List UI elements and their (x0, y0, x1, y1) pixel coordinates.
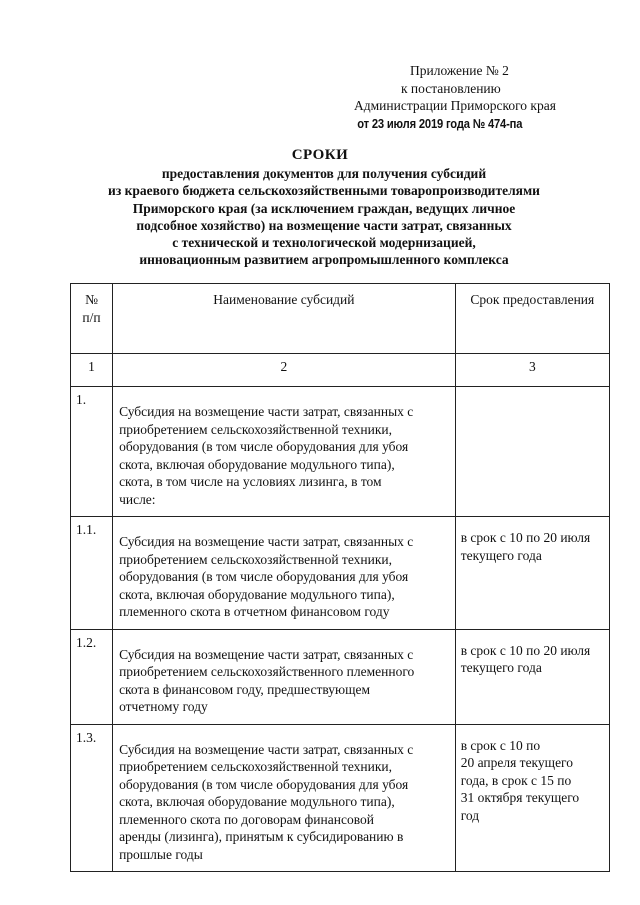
document-title: СРОКИ (291, 147, 349, 163)
row-term (455, 629, 609, 724)
subtitle-line: с технической и технологической модернизацией, (172, 235, 476, 251)
header-term: Срок предоставления (455, 284, 609, 354)
name-line: Субсидия на возмещение части затрат, связанных с (119, 741, 414, 757)
table-row (71, 724, 610, 872)
name-line: Субсидия на возмещение части затрат, связанных с (119, 404, 414, 419)
column-index: 1 (71, 354, 113, 387)
term-line: 20 апреля текущего (460, 755, 574, 770)
column-index: 2 (113, 354, 456, 387)
term-line: год (460, 807, 480, 823)
appendix-line-2: к постановлению (401, 80, 501, 96)
term-line: в срок с 10 по (460, 737, 541, 753)
name-line: отчетному году (119, 699, 208, 714)
name-line: приобретением сельскохозяйственной техники, (119, 421, 392, 437)
name-line: приобретением сельскохозяйственной техники, (119, 759, 392, 774)
name-line: приобретением сельскохозяйственной техники, (119, 551, 392, 567)
row-number: 1.3. (71, 724, 113, 872)
name-line: приобретением сельскохозяйственного племенного (119, 664, 415, 679)
name-line: числе: (119, 491, 156, 507)
row-term (455, 724, 609, 872)
term-line: в срок с 10 по 20 июля (460, 642, 591, 658)
subtitle-line: из краевого бюджета сельскохозяйственными товаропроизводителями (108, 183, 540, 199)
term-line: в срок с 10 по 20 июля (460, 530, 591, 545)
row-number: 1. (71, 387, 113, 517)
header-num (71, 284, 113, 354)
name-line: прошлые годы (119, 846, 203, 862)
row-name (113, 629, 456, 724)
appendix-line-4: от 23 июля 2019 года № 474-па (357, 115, 523, 131)
row-term (455, 387, 609, 517)
row-name (113, 517, 456, 630)
document-subtitle (60, 165, 588, 269)
row-number: 1.1. (71, 517, 113, 630)
row-name (113, 387, 456, 517)
name-line: скота, включая оборудование модульного типа), (119, 586, 395, 602)
subtitle-line: подсобное хозяйство) на возмещение части затрат, связанных (136, 217, 512, 233)
header-name: Наименование субсидий (113, 284, 456, 354)
table-row (71, 387, 610, 517)
row-name (113, 724, 456, 872)
column-index-row (71, 354, 610, 387)
name-line: скота в финансовом году, предшествующем (119, 681, 371, 697)
term-line: 31 октября текущего (460, 790, 580, 805)
name-line: скота, в том числе на условиях лизинга, в том (119, 474, 382, 489)
name-line: оборудования (в том числе оборудования для убоя (119, 776, 409, 792)
term-line: года, в срок с 15 по (460, 772, 572, 788)
name-line: оборудования (в том числе оборудования для убоя (119, 439, 409, 454)
name-line: оборудования (в том числе оборудования для убоя (119, 569, 409, 584)
appendix-line-1: Приложение № 2 (410, 63, 509, 78)
name-line: племенного скота в отчетном финансовом году (119, 604, 390, 619)
name-line: аренды (лизинга), принятым к субсидированию в (119, 829, 404, 844)
table-row (71, 629, 610, 724)
header-num-symbol: № (85, 292, 98, 307)
subtitle-line: предоставления документов для получения субсидий (161, 166, 487, 181)
table-header-row (71, 284, 610, 354)
name-line: скота, включая оборудование модульного типа), (119, 456, 395, 472)
name-line: Субсидия на возмещение части затрат, связанных с (119, 534, 414, 549)
term-line: текущего года (460, 547, 542, 563)
header-num-label: п/п (82, 309, 101, 325)
name-line: скота, включая оборудование модульного типа), (119, 794, 395, 809)
row-term (455, 517, 609, 630)
subtitle-line: Приморского края (за исключением граждан, ведущих личное (132, 200, 516, 216)
column-index: 3 (455, 354, 609, 387)
appendix-block (340, 62, 590, 132)
name-line: племенного скота по договорам финансовой (119, 811, 374, 827)
appendix-line-3: Администрации Приморского края (354, 98, 556, 113)
term-line: текущего года (460, 660, 542, 675)
subtitle-line: инновационным развитием агропромышленного комплекса (139, 252, 509, 268)
subsidies-table (70, 283, 610, 872)
name-line: Субсидия на возмещение части затрат, связанных с (119, 646, 414, 662)
row-number: 1.2. (71, 629, 113, 724)
table-row (71, 517, 610, 630)
